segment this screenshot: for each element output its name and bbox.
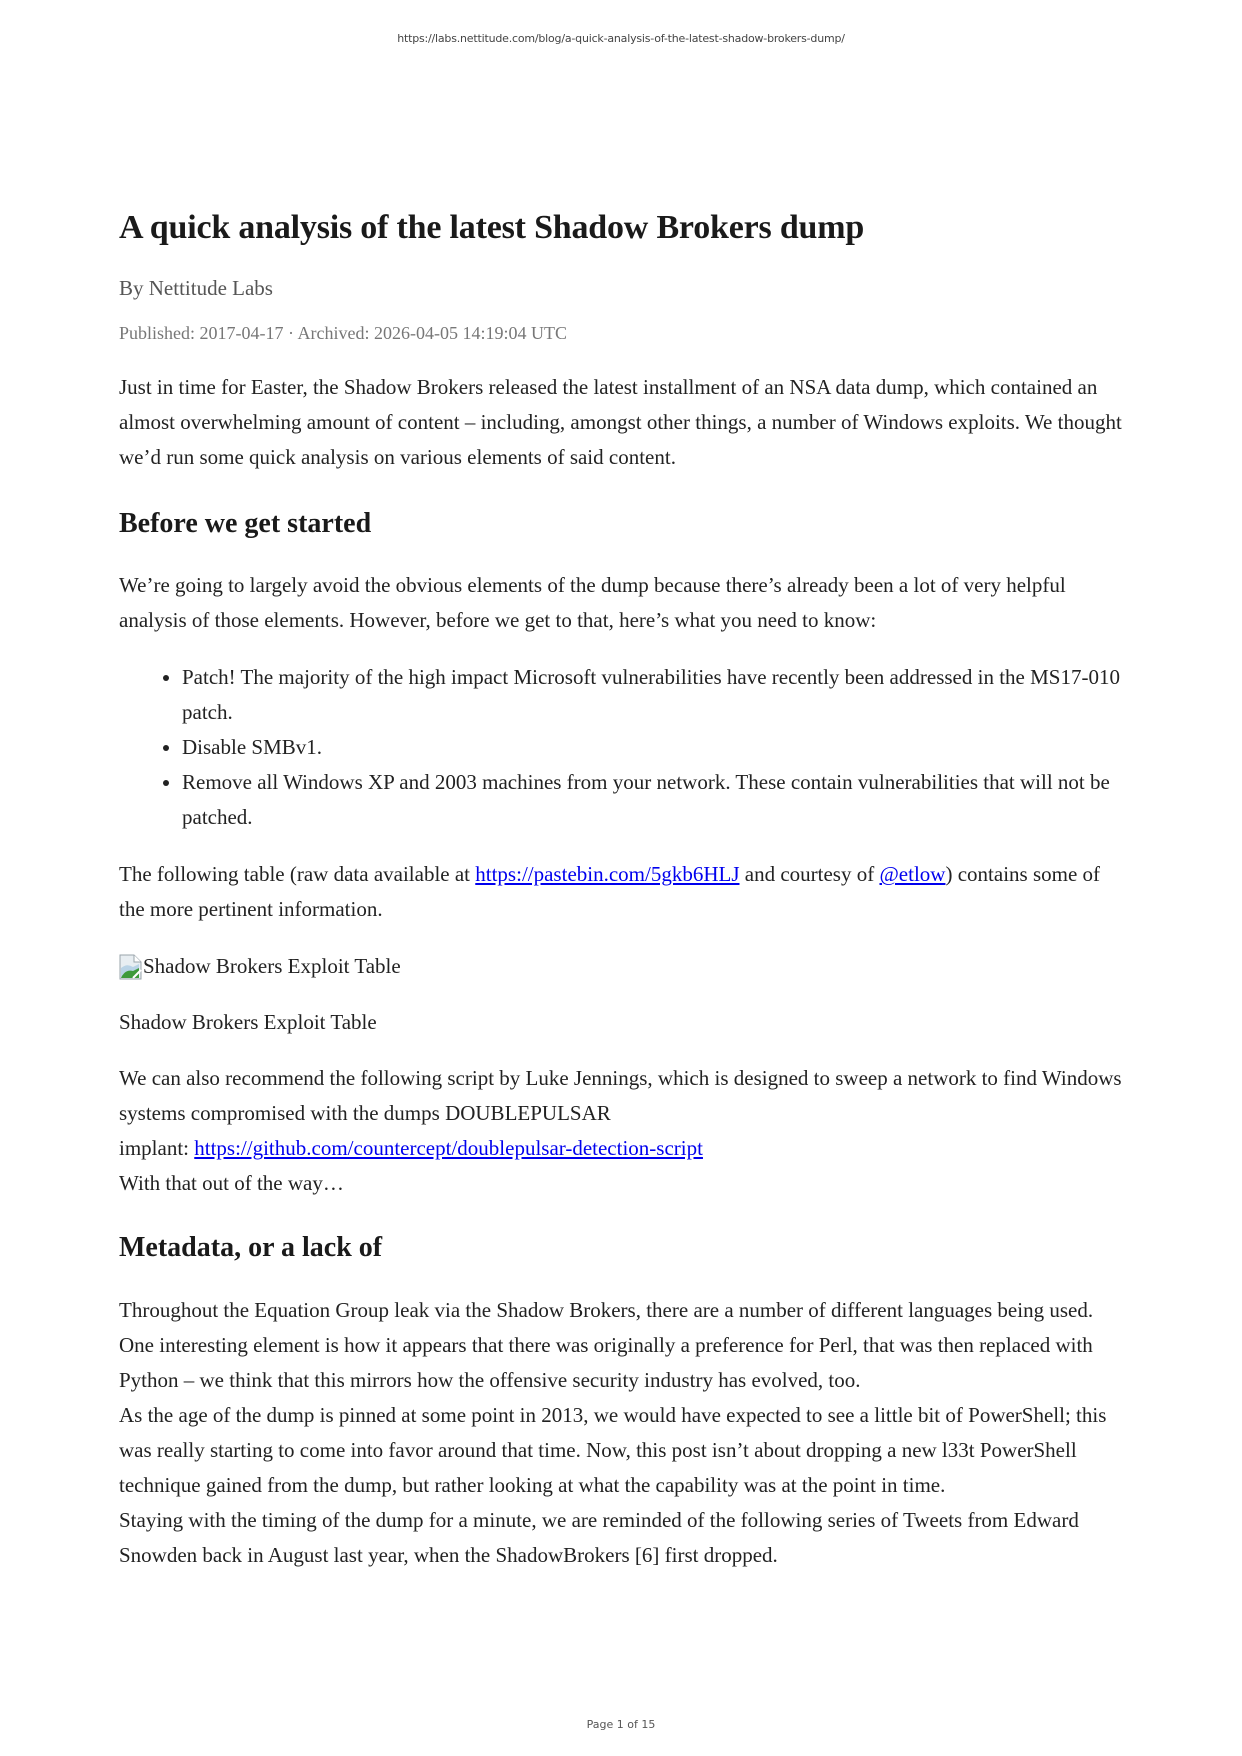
list-item: • Patch! The majority of the high impact Microsoft vulnerabilities have recently been addressed in the MS17-010 patch. <box>182 660 1129 730</box>
text-segment: ) contains some of the more pertinent information. <box>119 862 1101 922</box>
text-segment: and courtesy of <box>739 862 880 887</box>
page-number: Page 1 of 15 <box>586 1718 656 1731</box>
text-segment: We can also recommend the following script by Luke Jennings, which is designed to sweep a network to find Windows systems compromised with the dumps DOUBLEPULSAR <box>119 1066 1122 1126</box>
etlow-link[interactable]: @etlow <box>879 862 946 887</box>
exploit-table-image <box>119 949 1129 984</box>
recommendation-list <box>119 660 1129 835</box>
section-heading-metadata: Metadata, or a lack of <box>119 1232 383 1264</box>
text-segment: implant: <box>119 1136 195 1161</box>
section-paragraph: We’re going to largely avoid the obvious elements of the dump because there’s already been a lot of very helpful analysis of those elements. However, before we get to that, here’s what you need to know: <box>119 573 1066 633</box>
table-intro-paragraph <box>119 857 1129 927</box>
text-segment: Throughout the Equation Group leak via the Shadow Brokers, there are a number of different languages being used. One interesting element is how it appears that there was originally a preference for Perl, that was then replaced with Python – we think that this mirrors how the offensive security industry has evolved, too. <box>119 1297 1094 1392</box>
text-segment: As the age of the dump is pinned at some point in 2013, we would have expected to see a little bit of PowerShell; this was really starting to come into favor around that time. Now, this post isn’t about dropping a new l33t PowerShell technique gained from the dump, but rather looking at what the capability was at the point in time. <box>119 1402 1107 1497</box>
github-script-link[interactable]: https://github.com/countercept/doublepulsar-detection-script <box>194 1136 703 1161</box>
image-alt-text: Shadow Brokers Exploit Table <box>143 954 401 979</box>
article-title: A quick analysis of the latest Shadow Brokers dump <box>119 209 865 246</box>
text-segment: The following table (raw data available at <box>119 862 476 887</box>
section-paragraph <box>119 1293 1129 1573</box>
broken-image-icon <box>119 954 143 980</box>
text-segment: With that out of the way… <box>119 1171 344 1196</box>
script-paragraph <box>119 1061 1129 1201</box>
intro-paragraph: Just in time for Easter, the Shadow Brokers released the latest installment of an NSA data dump, which contained an almost overwhelming amount of content – including, amongst other things, a number of Windows exploits. We thought we’d run some quick analysis on various elements of said content. <box>119 374 1122 469</box>
byline: By Nettitude Labs <box>119 275 273 300</box>
section-heading-before-we-get-started: Before we get started <box>119 507 372 539</box>
page-url-header: https://labs.nettitude.com/blog/a-quick-analysis-of-the-latest-shadow-brokers-dump/ <box>397 32 845 45</box>
image-caption: Shadow Brokers Exploit Table <box>119 1010 377 1035</box>
article <box>119 208 1129 1573</box>
list-item: • Remove all Windows XP and 2003 machines from your network. These contain vulnerabilities that will not be patched. <box>182 765 1129 835</box>
publish-meta: Published: 2017-04-17 · Archived: 2026-04-05 14:19:04 UTC <box>119 322 567 343</box>
list-item: • Disable SMBv1. <box>182 730 1129 765</box>
pastebin-link[interactable]: https://pastebin.com/5gkb6HLJ <box>475 862 740 887</box>
text-segment: Staying with the timing of the dump for a minute, we are reminded of the following series of Tweets from Edward Snowden back in August last year, when the ShadowBrokers [6] first dropped. <box>119 1507 1079 1567</box>
